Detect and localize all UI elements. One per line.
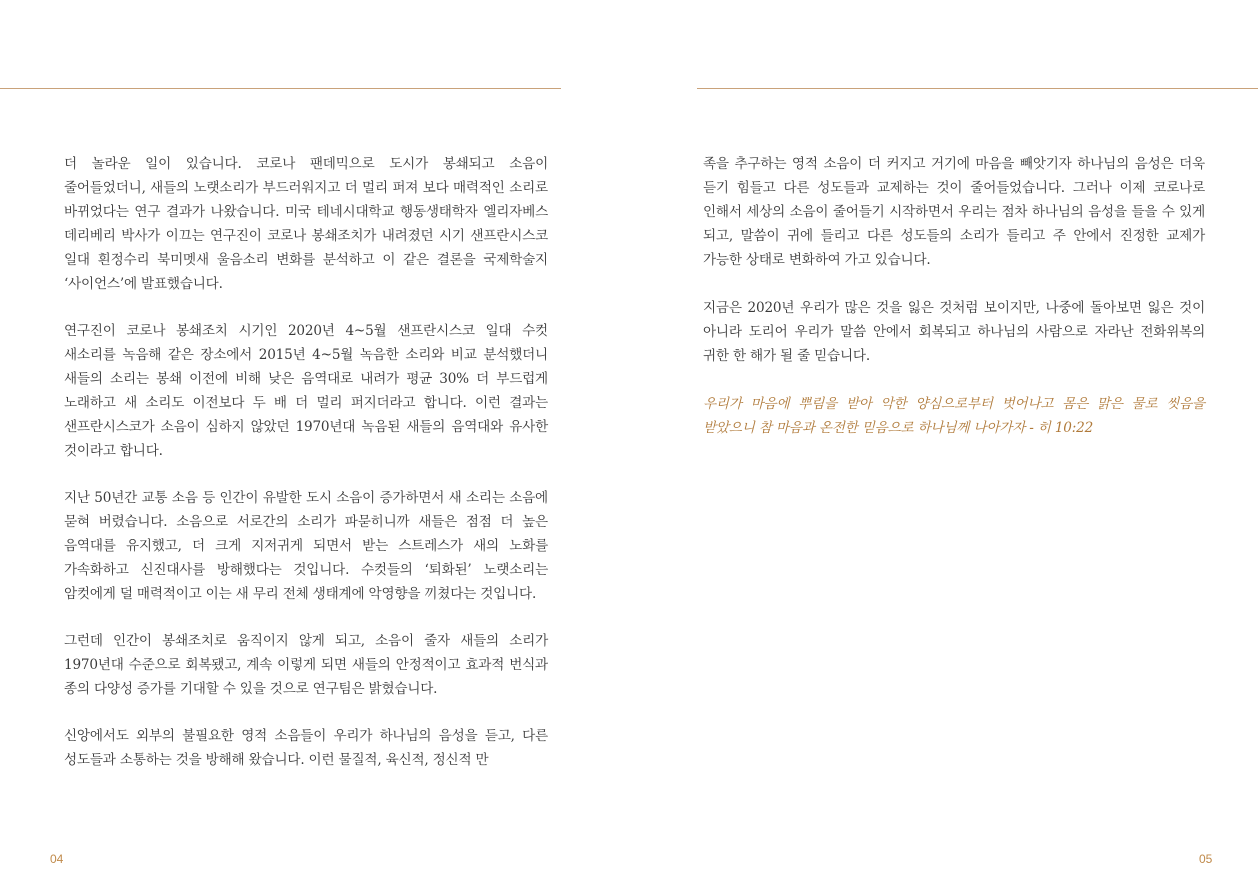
right-page-body (703, 152, 1205, 464)
body-paragraph: 연구진이 코로나 봉쇄조치 시기인 2020년 4~5월 샌프란시스코 일대 수컷 새소리를 녹음해 같은 장소에서 2015년 4~5월 녹음한 소리와 비교 분석했더니 새들의 소리는 봉쇄 이전에 비해 낮은 음역대로 내려가 평균 30% 더 부드럽게 노래하고 새 소리도 이전보다 두 배 더 멀리 퍼지더라고 합니다. 이런 결과는 샌프란시스코가 소음이 심하지 않았던 1970년대 녹음된 새들의 음역대와 유사한 것이라고 합니다. (64, 323, 548, 459)
body-paragraph: 지금은 2020년 우리가 많은 것을 잃은 것처럼 보이지만, 나중에 돌아보면 잃은 것이 아니라 도리어 우리가 말씀 안에서 회복되고 하나님의 사람으로 자라난 전화위복의 귀한 한 해가 될 줄 믿습니다. (703, 300, 1205, 364)
header-rule-right (697, 88, 1258, 89)
header-rule-left (0, 88, 561, 89)
page-number-left: 04 (50, 852, 64, 866)
body-paragraph: 지난 50년간 교통 소음 등 인간이 유발한 도시 소음이 증가하면서 새 소리는 소음에 묻혀 버렸습니다. 소음으로 서로간의 소리가 파묻히니까 새들은 점점 더 높은 음역대를 유지했고, 더 크게 지저귀게 되면서 받는 스트레스가 새의 노화를 가속화하고 신진대사를 방해했다는 것입니다. 수컷들의 ‘퇴화된’ 노랫소리는 암컷에게 덜 매력적이고 이는 새 무리 전체 생태계에 악영향을 끼쳤다는 것입니다. (64, 490, 548, 602)
body-paragraph: 더 놀라운 일이 있습니다. 코로나 팬데믹으로 도시가 봉쇄되고 소음이 줄어들었더니, 새들의 노랫소리가 부드러워지고 더 멀리 퍼져 보다 매력적인 소리로 바뀌었다는 연구 결과가 나왔습니다. 미국 테네시대학교 행동생태학자 엘리자베스 데리베리 박사가 이끄는 연구진이 코로나 봉쇄조치가 내려졌던 시기 샌프란시스코 일대 흰정수리 북미멧새 울음소리 변화를 분석하고 이 같은 결론을 국제학술지 ‘사이언스’에 발표했습니다. (64, 156, 548, 292)
body-paragraph: 그런데 인간이 봉쇄조치로 움직이지 않게 되고, 소음이 줄자 새들의 소리가 1970년대 수준으로 회복됐고, 계속 이렇게 되면 새들의 안정적이고 효과적 번식과 종의 다양성 증가를 기대할 수 있을 것으로 연구팀은 밝혔습니다. (64, 633, 548, 697)
body-paragraph: 족을 추구하는 영적 소음이 더 커지고 거기에 마음을 빼앗기자 하나님의 음성은 더욱 듣기 힘들고 다른 성도들과 교제하는 것이 줄어들었습니다. 그러나 이제 코로나로 인해서 세상의 소음이 줄어들기 시작하면서 우리는 점차 하나님의 음성을 들을 수 있게 되고, 말씀이 귀에 들리고 다른 성도들의 소리가 들리고 주 안에서 진정한 교제가 가능한 상태로 변화하여 가고 있습니다. (703, 156, 1205, 268)
body-paragraph: 신앙에서도 외부의 불필요한 영적 소음들이 우리가 하나님의 음성을 듣고, 다른 성도들과 소통하는 것을 방해해 왔습니다. 이런 물질적, 육신적, 정신적 만 (64, 728, 548, 768)
scripture-verse: 우리가 마음에 뿌림을 받아 악한 양심으로부터 벗어나고 몸은 맑은 물로 씻음을 받았으니 참 마음과 온전한 믿음으로 하나님께 나아가자 - 히 10:22 (703, 396, 1205, 436)
page-number-right: 05 (1199, 852, 1213, 866)
left-page-body (64, 152, 548, 795)
